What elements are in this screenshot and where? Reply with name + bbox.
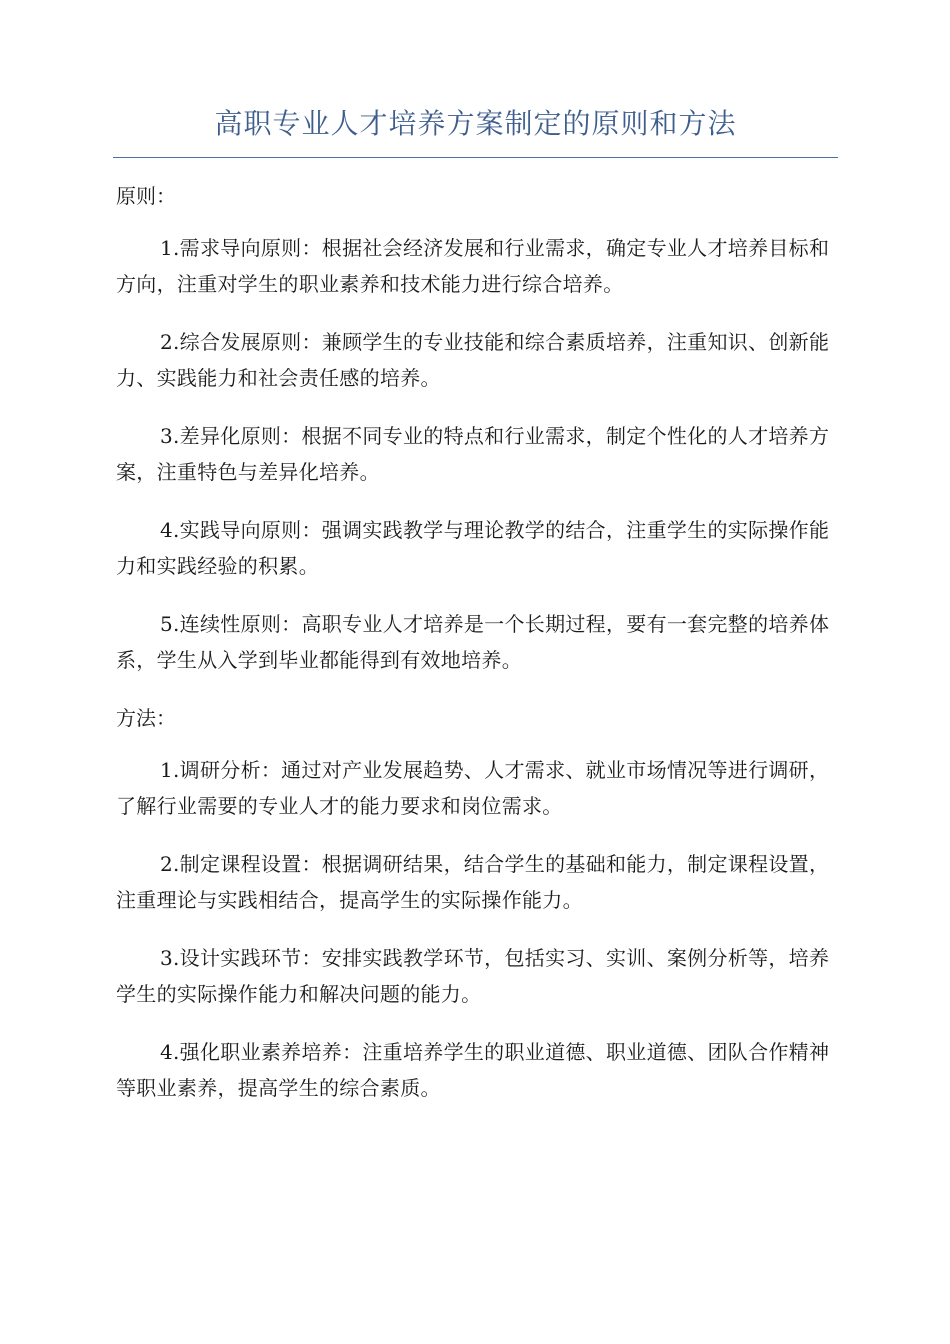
principle-item-3: 3.差异化原则：根据不同专业的特点和行业需求，制定个性化的人才培养方案，注重特色与差异化培养。 (116, 424, 830, 484)
principle-item-1: 1.需求导向原则：根据社会经济发展和行业需求，确定专业人才培养目标和方向，注重对学生的职业素养和技术能力进行综合培养。 (116, 236, 830, 296)
document-body (116, 176, 838, 1128)
methods-heading: 方法： (116, 706, 176, 730)
principle-item-4: 4.实践导向原则：强调实践教学与理论教学的结合，注重学生的实际操作能力和实践经验的积累。 (116, 518, 830, 578)
method-item-4: 4.强化职业素养培养：注重培养学生的职业道德、职业道德、团队合作精神等职业素养，提高学生的综合素质。 (116, 1040, 830, 1100)
method-item-2: 2.制定课程设置：根据调研结果，结合学生的基础和能力，制定课程设置，注重理论与实践相结合，提高学生的实际操作能力。 (116, 852, 830, 912)
principle-item-5: 5.连续性原则：高职专业人才培养是一个长期过程，要有一套完整的培养体系，学生从入学到毕业都能得到有效地培养。 (116, 612, 830, 672)
principles-heading: 原则： (116, 184, 176, 208)
document-title: 高职专业人才培养方案制定的原则和方法 (214, 107, 737, 140)
principle-item-2: 2.综合发展原则：兼顾学生的专业技能和综合素质培养，注重知识、创新能力、实践能力和社会责任感的培养。 (116, 330, 830, 390)
title-divider (113, 157, 838, 158)
method-item-1: 1.调研分析：通过对产业发展趋势、人才需求、就业市场情况等进行调研，了解行业需要的专业人才的能力要求和岗位需求。 (116, 758, 830, 818)
method-item-3: 3.设计实践环节：安排实践教学环节，包括实习、实训、案例分析等，培养学生的实际操作能力和解决问题的能力。 (116, 946, 830, 1006)
